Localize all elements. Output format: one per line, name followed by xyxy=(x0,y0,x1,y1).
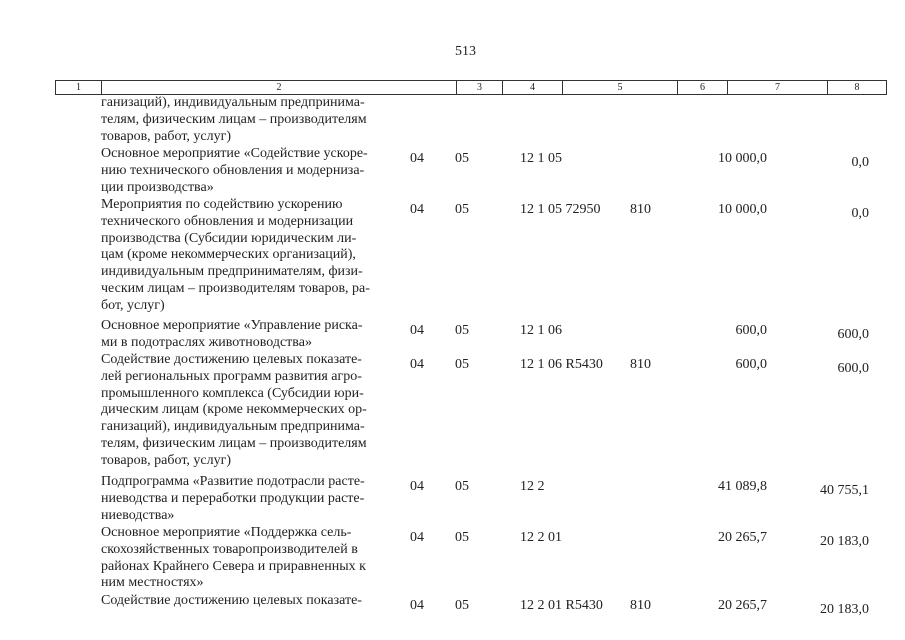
header-col-4: 4 xyxy=(503,81,563,94)
description-line: товаров, работ, услуг) xyxy=(101,452,232,468)
amount-year-2: 0,0 xyxy=(851,155,869,170)
subsection-code: 05 xyxy=(455,357,469,372)
page-number: 513 xyxy=(455,44,476,59)
header-col-6: 6 xyxy=(678,81,728,94)
subsection-code: 05 xyxy=(455,530,469,545)
description-line: лей региональных программ развития агро- xyxy=(101,368,362,384)
description-line: телям, физическим лицам – производителям xyxy=(101,435,367,451)
row-description xyxy=(101,146,396,196)
description-line: индивидуальным предпринимателям, физи- xyxy=(101,264,363,280)
target-article-code: 12 2 01 xyxy=(520,530,562,545)
description-line: ми в подотраслях животноводства» xyxy=(101,334,312,350)
row-description xyxy=(101,197,396,315)
description-line: производства (Субсидии юридическим ли- xyxy=(101,230,357,246)
section-code: 04 xyxy=(410,598,424,613)
description-line: промышленного комплекса (Субсидии юри- xyxy=(101,385,364,401)
description-line: Основное мероприятие «Управление риска- xyxy=(101,318,363,333)
description-line: цам (кроме некоммерческих организаций), xyxy=(101,247,356,263)
row-description xyxy=(101,318,396,352)
section-code: 04 xyxy=(410,323,424,338)
amount-year-1: 41 089,8 xyxy=(718,479,767,494)
description-line: скохозяйственных товаропроизводителей в xyxy=(101,541,358,557)
section-code: 04 xyxy=(410,202,424,217)
subsection-code: 05 xyxy=(455,479,469,494)
description-line: ним местностях» xyxy=(101,575,204,591)
header-col-7: 7 xyxy=(728,81,828,94)
description-line: Основное мероприятие «Содействие ускоре- xyxy=(101,146,368,161)
subsection-code: 05 xyxy=(455,598,469,613)
subsection-code: 05 xyxy=(455,202,469,217)
amount-year-2: 20 183,0 xyxy=(820,534,869,549)
row-description xyxy=(101,474,396,524)
description-line: Подпрограмма «Развитие подотрасли расте- xyxy=(101,474,365,489)
amount-year-1: 20 265,7 xyxy=(718,530,767,545)
subsection-code: 05 xyxy=(455,151,469,166)
header-col-5: 5 xyxy=(563,81,678,94)
description-line: Основное мероприятие «Поддержка сель- xyxy=(101,525,352,540)
amount-year-1: 10 000,0 xyxy=(718,202,767,217)
description-line: Мероприятия по содействию ускорению xyxy=(101,197,343,212)
description-line: товаров, работ, услуг) xyxy=(101,128,232,144)
description-line: ниеводства и переработки продукции расте- xyxy=(101,490,365,506)
description-line: бот, услуг) xyxy=(101,297,165,313)
amount-year-2: 600,0 xyxy=(837,361,869,376)
expense-type-code: 810 xyxy=(630,598,651,613)
section-code: 04 xyxy=(410,479,424,494)
description-line: технического обновления и модернизации xyxy=(101,213,354,229)
description-line: Содействие достижению целевых показате- xyxy=(101,593,362,608)
amount-year-2: 600,0 xyxy=(837,327,869,342)
expense-type-code: 810 xyxy=(630,357,651,372)
amount-year-1: 600,0 xyxy=(735,357,767,372)
row-description xyxy=(101,593,396,610)
amount-year-2: 40 755,1 xyxy=(820,483,869,498)
description-line: ганизаций), индивидуальным предпринима- xyxy=(101,95,365,110)
header-col-1: 1 xyxy=(56,81,102,94)
section-code: 04 xyxy=(410,530,424,545)
subsection-code: 05 xyxy=(455,323,469,338)
description-line: телям, физическим лицам – производителям xyxy=(101,111,367,127)
description-line: Содействие достижению целевых показате- xyxy=(101,352,362,367)
description-line: ганизаций), индивидуальным предпринима- xyxy=(101,419,365,435)
row-description xyxy=(101,95,396,145)
target-article-code: 12 2 01 R5430 xyxy=(520,598,603,613)
description-line: нию технического обновления и модерниза- xyxy=(101,162,365,178)
header-col-8: 8 xyxy=(854,82,860,93)
section-code: 04 xyxy=(410,357,424,372)
amount-year-2: 0,0 xyxy=(851,206,869,221)
target-article-code: 12 1 05 xyxy=(520,151,562,166)
row-description xyxy=(101,525,396,592)
header-col-3: 3 xyxy=(457,81,503,94)
row-description xyxy=(101,352,396,470)
description-line: ниеводства» xyxy=(101,507,175,523)
amount-year-2: 20 183,0 xyxy=(820,602,869,617)
description-line: дическим лицам (кроме некоммерческих ор- xyxy=(101,402,367,418)
header-col-2: 2 xyxy=(102,81,457,94)
target-article-code: 12 2 xyxy=(520,479,545,494)
amount-year-1: 10 000,0 xyxy=(718,151,767,166)
table-header xyxy=(55,80,887,95)
amount-year-1: 600,0 xyxy=(735,323,767,338)
description-line: районах Крайнего Севера и приравненных к xyxy=(101,558,366,574)
target-article-code: 12 1 06 R5430 xyxy=(520,357,603,372)
description-line: ции производства» xyxy=(101,179,214,195)
expense-type-code: 810 xyxy=(630,202,651,217)
target-article-code: 12 1 05 72950 xyxy=(520,202,601,217)
amount-year-1: 20 265,7 xyxy=(718,598,767,613)
section-code: 04 xyxy=(410,151,424,166)
description-line: ческим лицам – производителям товаров, ра- xyxy=(101,280,370,296)
target-article-code: 12 1 06 xyxy=(520,323,562,338)
